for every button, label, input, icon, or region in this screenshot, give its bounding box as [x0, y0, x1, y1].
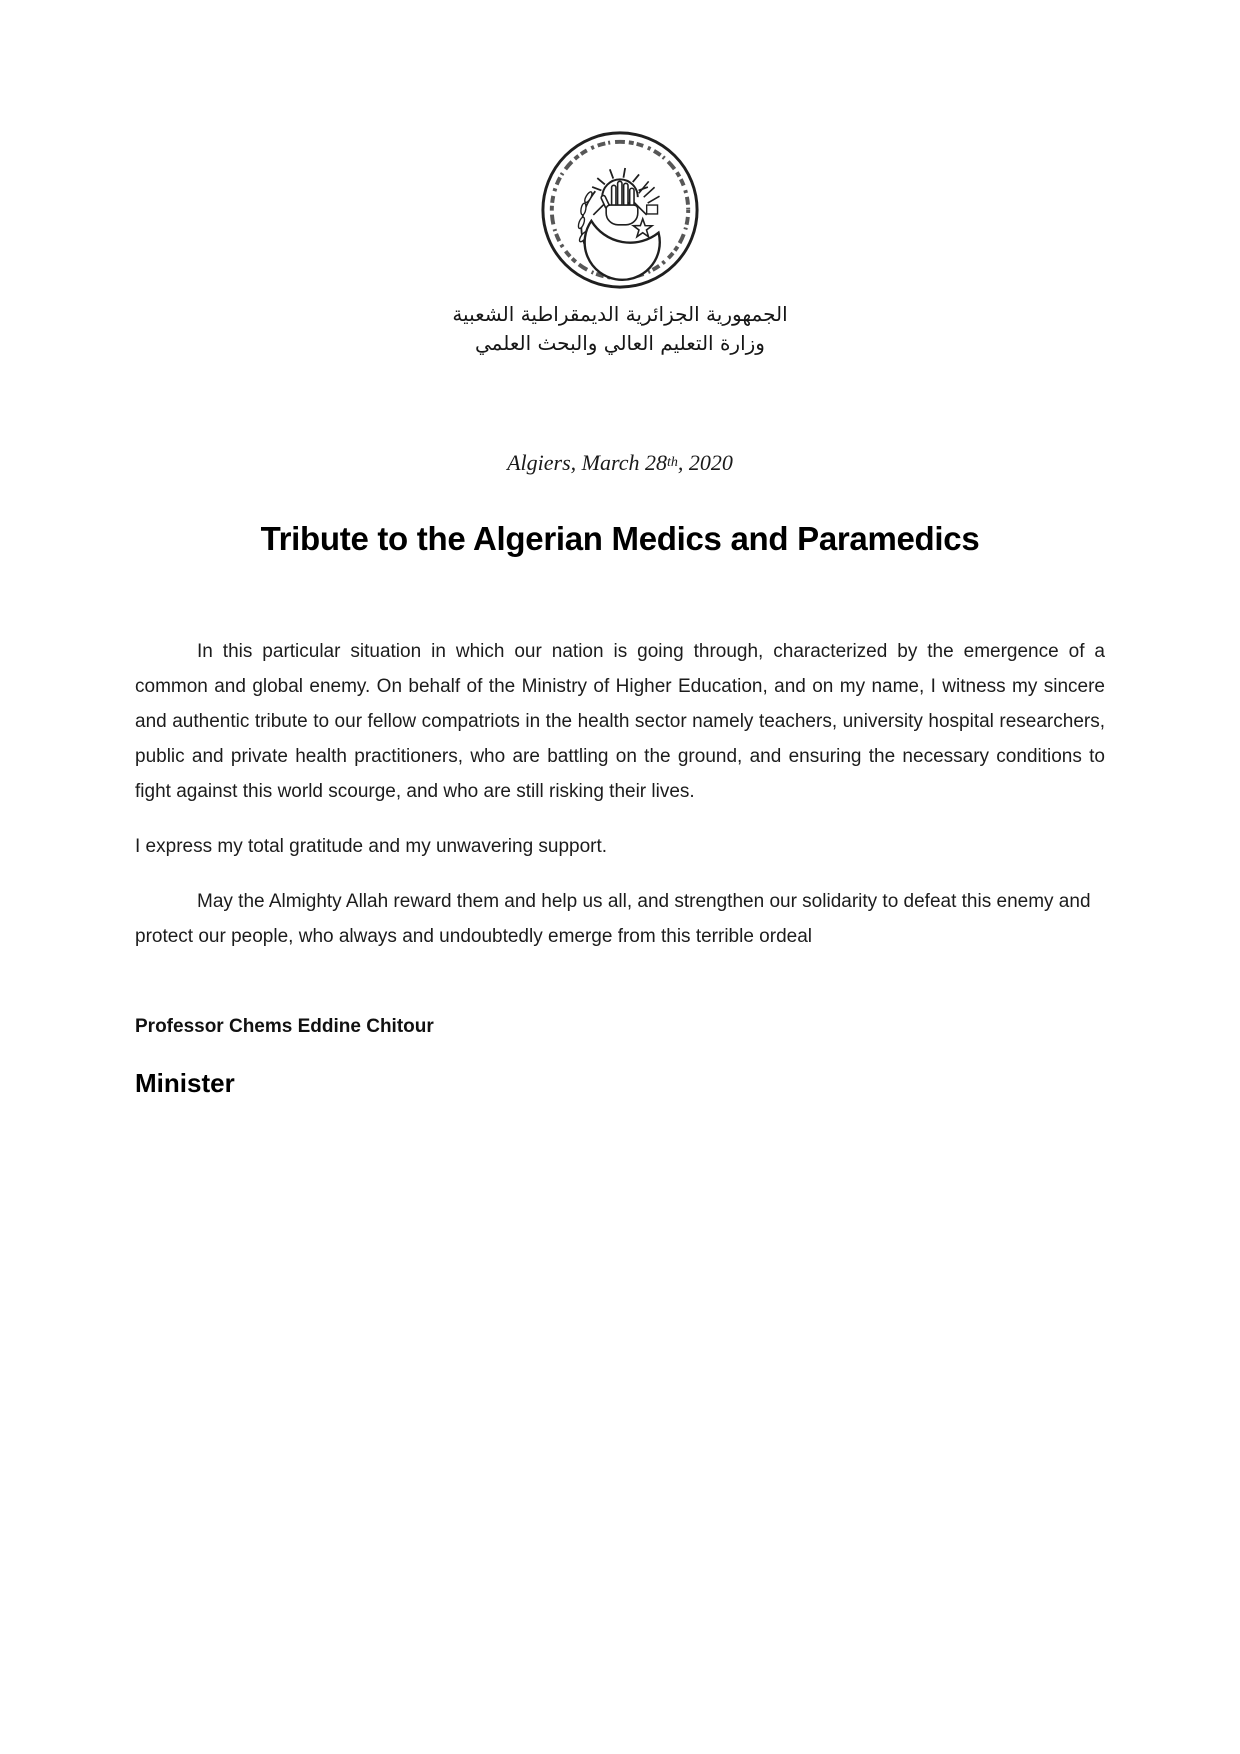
arabic-republic-line: الجمهورية الجزائرية الديمقراطية الشعبية — [452, 302, 788, 326]
signature-name: Professor Chems Eddine Chitour — [135, 1016, 434, 1037]
date-suffix: , 2020 — [677, 450, 733, 475]
signature-block — [135, 1016, 1105, 1099]
letterhead — [0, 0, 1240, 358]
arabic-ministry-line: وزارة التعليم العالي والبحث العلمي — [475, 331, 765, 355]
date-prefix: Algiers, March 28 — [507, 450, 667, 475]
body-paragraph: I express my total gratitude and my unwavering support. — [135, 836, 608, 857]
algeria-state-emblem-icon — [536, 126, 704, 294]
body-paragraph: In this particular situation in which our nation is going through, characterized by the emergence of a common and global enemy. On behalf of the Ministry of Higher Education, and on my name, I witness my sincere and authentic tribute to our fellow compatriots in the health sector namely teachers, university hospital researchers, public and private health practitioners, who are battling on the ground, and ensuring the necessary conditions to fight against this world scourge, and who are still risking their lives. — [135, 641, 1105, 802]
page-title: Tribute to the Algerian Medics and Paramedics — [260, 520, 980, 557]
signature-role: Minister — [135, 1068, 235, 1098]
body-paragraph: May the Almighty Allah reward them and help us all, and strengthen our solidarity to defeat this enemy and protect our people, who always and undoubtedly emerge from this terrible ordeal — [135, 891, 1091, 947]
date-line — [0, 450, 1240, 476]
letter-body — [135, 634, 1105, 954]
date-ordinal: th — [667, 455, 678, 470]
letterhead-arabic-text — [0, 300, 1240, 358]
